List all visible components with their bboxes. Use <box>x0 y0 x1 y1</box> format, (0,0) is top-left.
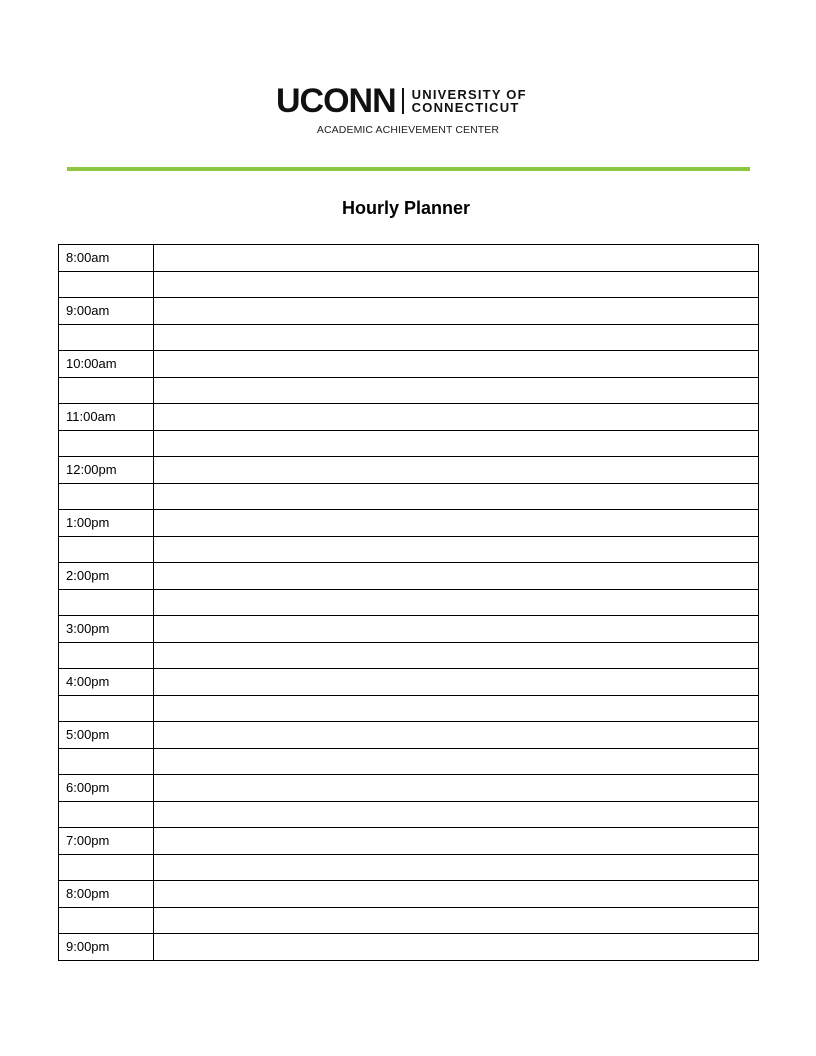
planner-row <box>59 934 759 961</box>
center-name: ACADEMIC ACHIEVEMENT CENTER <box>316 124 500 136</box>
planner-row <box>59 775 759 802</box>
entry-cell[interactable] <box>154 324 759 351</box>
planner-row <box>59 642 759 669</box>
logo-wordmark: UCONN <box>276 82 396 120</box>
entry-cell[interactable] <box>154 563 759 590</box>
time-cell: 1:00pm <box>59 510 154 537</box>
entry-cell[interactable] <box>154 722 759 749</box>
time-cell: 3:00pm <box>59 616 154 643</box>
entry-cell[interactable] <box>154 801 759 828</box>
time-cell <box>59 907 154 934</box>
entry-cell[interactable] <box>154 536 759 563</box>
time-cell <box>59 748 154 775</box>
entry-cell[interactable] <box>154 669 759 696</box>
time-cell <box>59 430 154 457</box>
planner-row <box>59 245 759 272</box>
entry-cell[interactable] <box>154 854 759 881</box>
time-cell <box>59 642 154 669</box>
planner-row <box>59 722 759 749</box>
entry-cell[interactable] <box>154 271 759 298</box>
time-cell: 11:00am <box>59 404 154 431</box>
uconn-logo <box>276 82 527 120</box>
planner-row <box>59 695 759 722</box>
planner-row <box>59 510 759 537</box>
time-cell: 8:00am <box>59 245 154 272</box>
page-header <box>0 80 816 140</box>
entry-cell[interactable] <box>154 642 759 669</box>
planner-row <box>59 907 759 934</box>
planner-body <box>59 245 759 961</box>
time-cell <box>59 271 154 298</box>
planner-row <box>59 298 759 325</box>
entry-cell[interactable] <box>154 907 759 934</box>
planner-row <box>59 589 759 616</box>
logo-subtitle <box>412 88 527 114</box>
planner-row <box>59 483 759 510</box>
time-cell: 4:00pm <box>59 669 154 696</box>
entry-cell[interactable] <box>154 828 759 855</box>
entry-cell[interactable] <box>154 245 759 272</box>
time-cell: 8:00pm <box>59 881 154 908</box>
entry-cell[interactable] <box>154 589 759 616</box>
time-cell <box>59 801 154 828</box>
planner-row <box>59 457 759 484</box>
entry-cell[interactable] <box>154 775 759 802</box>
planner-row <box>59 854 759 881</box>
planner-row <box>59 748 759 775</box>
time-cell <box>59 589 154 616</box>
hourly-planner-table <box>58 244 759 961</box>
time-cell: 10:00am <box>59 351 154 378</box>
entry-cell[interactable] <box>154 934 759 961</box>
entry-cell[interactable] <box>154 298 759 325</box>
time-cell: 5:00pm <box>59 722 154 749</box>
time-cell <box>59 695 154 722</box>
time-cell: 2:00pm <box>59 563 154 590</box>
time-cell <box>59 324 154 351</box>
logo-line-1: UNIVERSITY OF <box>411 87 527 102</box>
time-cell: 9:00pm <box>59 934 154 961</box>
entry-cell[interactable] <box>154 616 759 643</box>
time-cell <box>59 377 154 404</box>
time-cell: 6:00pm <box>59 775 154 802</box>
entry-cell[interactable] <box>154 881 759 908</box>
planner-row <box>59 324 759 351</box>
entry-cell[interactable] <box>154 351 759 378</box>
green-divider <box>67 167 750 171</box>
planner-row <box>59 536 759 563</box>
time-cell <box>59 854 154 881</box>
time-cell: 9:00am <box>59 298 154 325</box>
entry-cell[interactable] <box>154 377 759 404</box>
planner-row <box>59 430 759 457</box>
entry-cell[interactable] <box>154 430 759 457</box>
page-title: Hourly Planner <box>341 198 471 218</box>
entry-cell[interactable] <box>154 457 759 484</box>
planner-row <box>59 271 759 298</box>
planner-row <box>59 828 759 855</box>
entry-cell[interactable] <box>154 748 759 775</box>
logo-divider <box>402 88 404 114</box>
planner-row <box>59 669 759 696</box>
entry-cell[interactable] <box>154 695 759 722</box>
planner-row <box>59 563 759 590</box>
time-cell: 7:00pm <box>59 828 154 855</box>
planner-row <box>59 351 759 378</box>
planner-row <box>59 881 759 908</box>
time-cell <box>59 483 154 510</box>
planner-row <box>59 616 759 643</box>
time-cell <box>59 536 154 563</box>
planner-row <box>59 801 759 828</box>
entry-cell[interactable] <box>154 483 759 510</box>
time-cell: 12:00pm <box>59 457 154 484</box>
logo-line-2: CONNECTICUT <box>411 100 520 115</box>
planner-row <box>59 377 759 404</box>
entry-cell[interactable] <box>154 404 759 431</box>
entry-cell[interactable] <box>154 510 759 537</box>
planner-row <box>59 404 759 431</box>
